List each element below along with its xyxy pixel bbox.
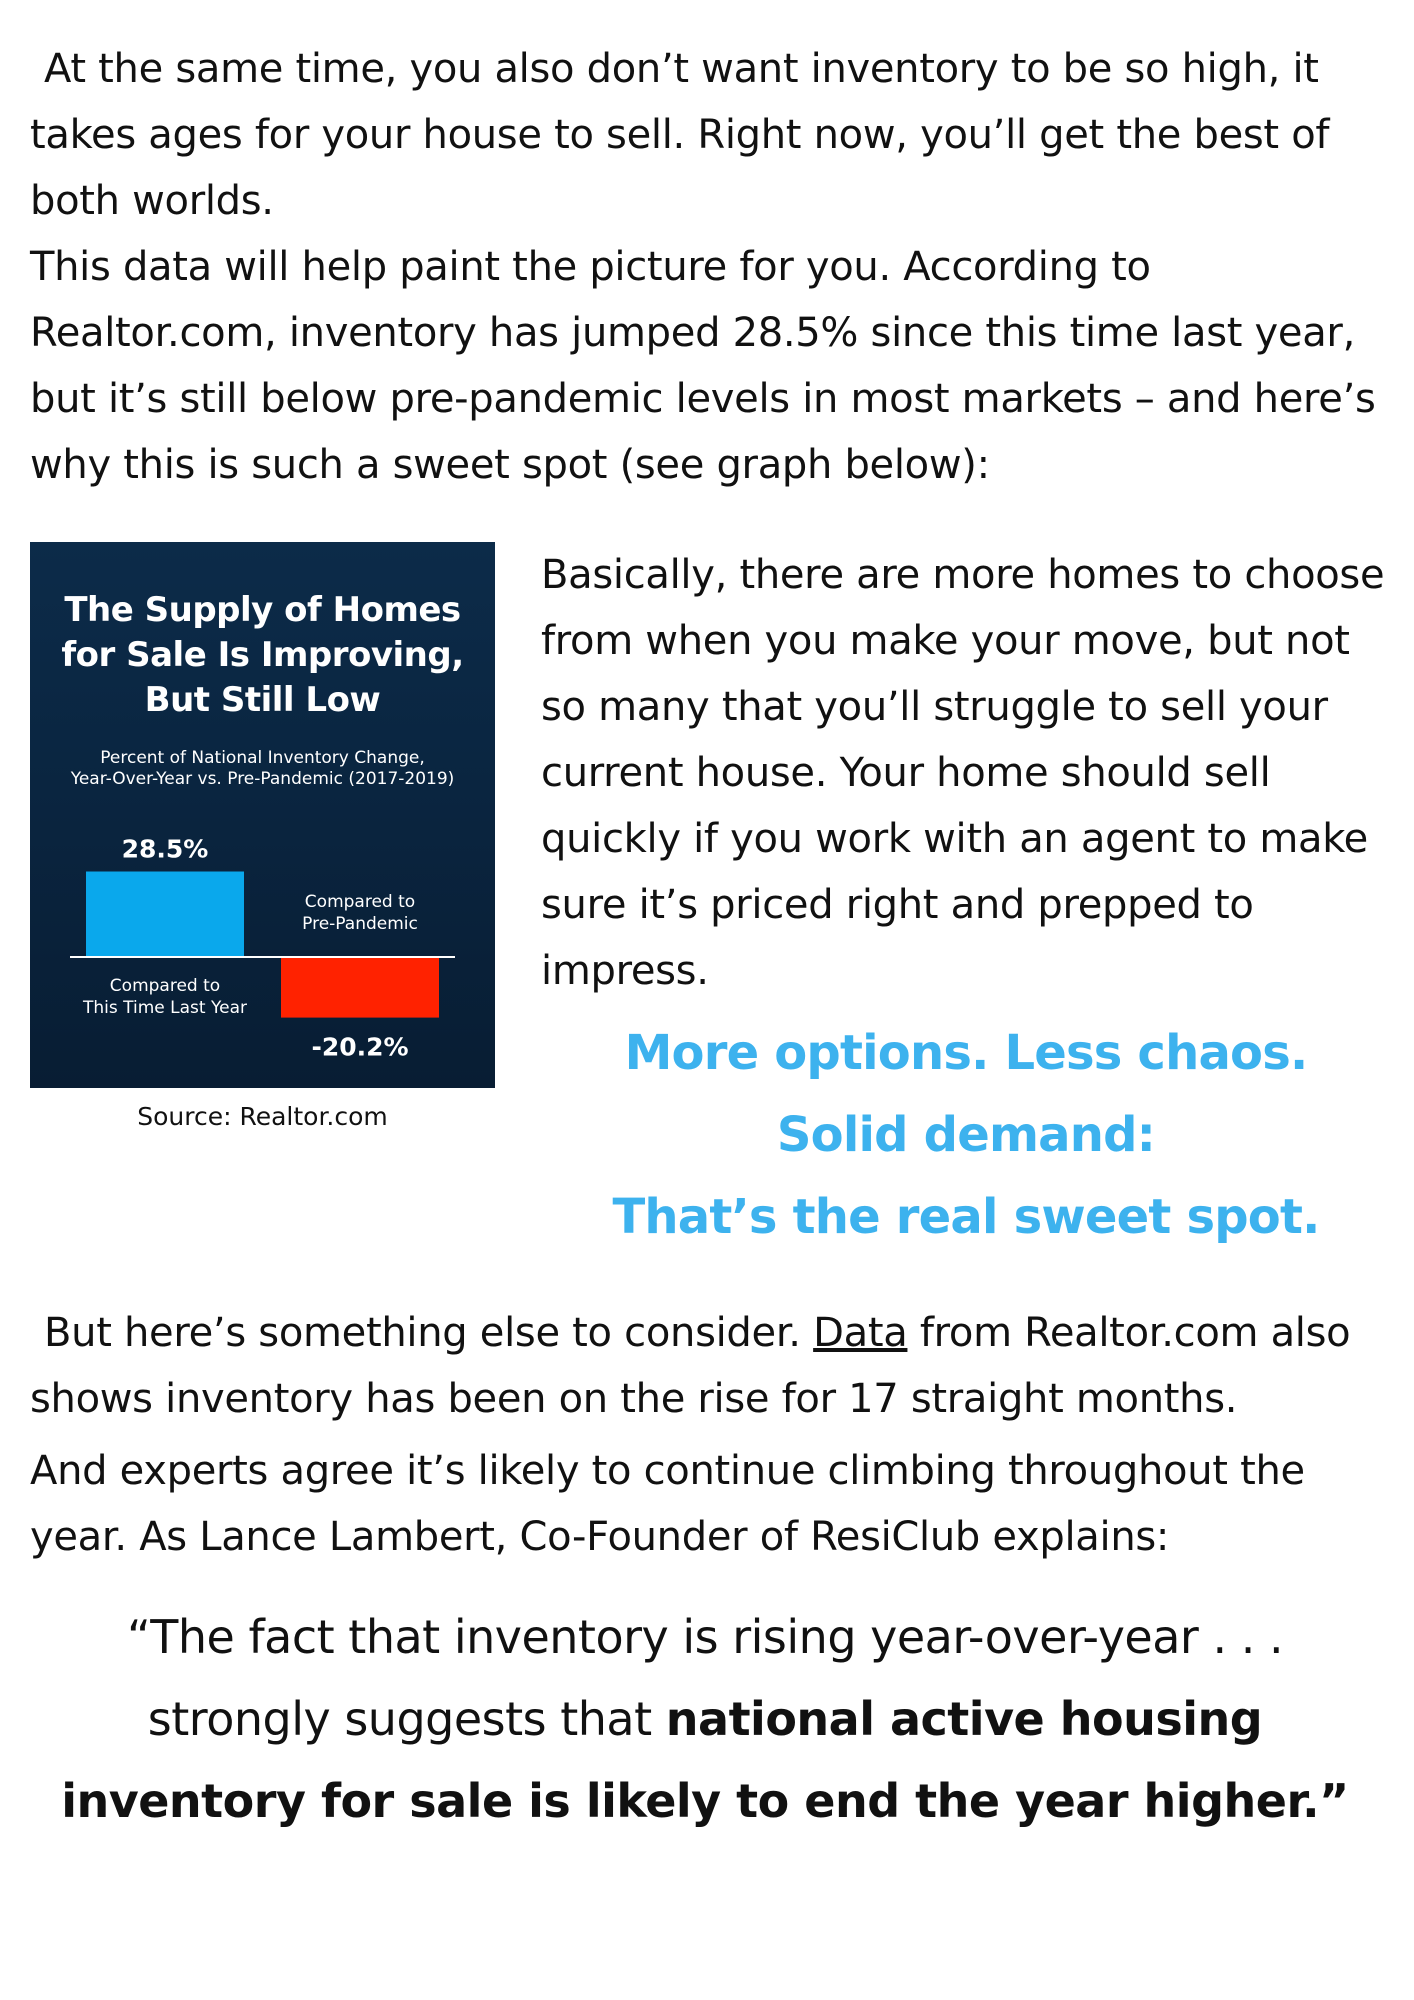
intro-text-2: This data will help paint the picture for you. According to Realtor.com, inventory has jumped 28.5% since this time last year, but it’s still below pre-pandemic levels in most markets – and here’s why this is such a sweet spot (see graph below): [30, 244, 1376, 488]
quote-regular: “The fact that inventory is rising year-over-year . . . strongly suggests that [126, 1610, 1284, 1746]
followup-line-2: And experts agree it’s likely to continue climbing throughout the year. As Lance Lambert, Co-Founder of ResiClub explains: [30, 1448, 1305, 1560]
chart-source: Source: Realtor.com [137, 1102, 388, 1131]
bar-0 [86, 872, 244, 958]
followup-paragraph [30, 1300, 1390, 1570]
callout-line-3: That’s the real sweet spot. [612, 1189, 1320, 1245]
callout-line-1: More options. Less chaos. [624, 1025, 1308, 1081]
intro-paragraph-2 [30, 234, 1390, 498]
inventory-infographic [30, 542, 495, 1088]
side-text: Basically, there are more homes to choose from when you make your move, but not so many that you’ll struggle to sell your current house. Your home should sell quickly if you work with an agent to make sure it’s priced right and prepped to impress. [541, 552, 1385, 994]
category-label-1-0: Compared to [304, 892, 416, 912]
bar-1 [281, 957, 439, 1018]
inventory-bar-chart [30, 542, 495, 1088]
bar-value-label-0: 28.5% [121, 834, 209, 864]
bar-value-label-1: -20.2% [311, 1032, 409, 1062]
lambert-quote [60, 1596, 1350, 1842]
quote-bold: national active housing inventory for sale is likely to end the year higher.” [61, 1692, 1349, 1828]
category-label-0-1: This Time Last Year [83, 998, 247, 1018]
infographic-subtitle-line-2: Year-Over-Year vs. Pre-Pandemic (2017-2019) [70, 769, 455, 789]
infographic-title-line-3: But Still Low [144, 680, 381, 720]
category-label-0-0: Compared to [109, 976, 221, 996]
followup-after-link: from Realtor.com also shows inventory has been on the rise for 17 straight months. [30, 1310, 1351, 1422]
infographic-title-line-1: The Supply of Homes [64, 590, 461, 630]
followup-before-link: But here’s something else to consider. [44, 1310, 814, 1356]
intro-paragraph-1 [30, 36, 1390, 234]
infographic-title-line-2: for Sale Is Improving, [61, 635, 464, 675]
side-paragraph [541, 542, 1391, 1004]
category-label-1-1: Pre-Pandemic [302, 914, 418, 934]
infographic-subtitle-line-1: Percent of National Inventory Change, [100, 748, 425, 768]
sweet-spot-callout [541, 1012, 1391, 1258]
data-link[interactable]: Data [813, 1310, 908, 1356]
intro-text-1: At the same time, you also don’t want inventory to be so high, it takes ages for your house to sell. Right now, you’ll get the best of both worlds. [30, 46, 1330, 224]
callout-line-2: Solid demand: [776, 1107, 1156, 1163]
